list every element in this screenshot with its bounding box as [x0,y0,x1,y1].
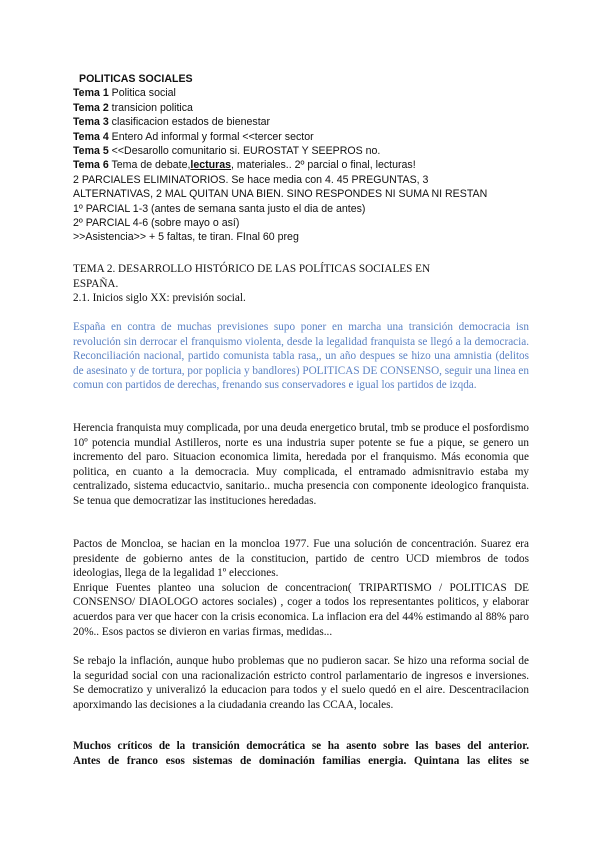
tema-text: <<Desarollo comunitario si. EUROSTAT Y SEEPROS no. [108,145,381,158]
document-title: POLITICAS SOCIALES [79,73,193,85]
tema-text: Politica social [108,87,176,100]
paragraph-moncloa-a: Pactos de Moncloa, se hacian en la moncloa 1977. Fue una solución de concentración. Suarez era presidente de gobierno antes de la constitucion, partido de centro UCD miembros de todos ideologias, llega de la legalidad 1º elecciones. [73,538,529,580]
tema-label: Tema 3 [73,116,109,129]
tema-label: Tema 4 [73,130,109,143]
paragraph-herencia: Herencia franquista muy complicada, por una deuda energetico brutal, tmb se produce el posfordismo 10º potencia mundial Astilleros, norte es una industria super potente se fue a pique, se genero un incremento del paro. Situacion economica limita, heredada por el franquismo. Más economia que politica, en cuanto a la democracia. Muy complicada, el entramado admisnitravio estaba my centralizado, sistema educactvio, sanitario.. mucha presencia con componente ideologico franquista. Se tenua que democratizar las instituciones heredadas. [73,422,529,507]
tema-text: transicion politica [108,101,193,114]
exam-note: ALTERNATIVAS, 2 MAL QUITAN UNA BIEN. SINO RESPONDES NI SUMA NI RESTAN [73,188,488,201]
tema-6-line [73,158,533,172]
final-line: Muchos críticos de la transición democrática se ha asento sobre las bases del anterior. [73,740,529,752]
paragraph-reformas: Se rebajo la inflación, aunque hubo problemas que no pudieron sacar. Se hizo una reforma social de la seguridad social con una racionalización estricto control parlamentario de ingresos e inversiones. Se democratizo y univeralizó la educacion para todos y el suelo quedó en el aire. Descentracilacion aporximando las decisiones a la ciudadania creando las CCAA, locales. [73,655,529,711]
tema-3-line [73,115,533,129]
paragraph-moncloa-b: Enrique Fuentes planteo una solucion de concentracion( TRIPARTISMO / POLITICAS DE CONSENSO/ DIAOLOGO actores sociales) , coger a todos los representantes politicos, y elaborar acuerdos para ver que hacer con la crisis economica. La inflacion era del 44% estimando al 88% paro 20%.. Esos pactos se divieron en varias firmas, medidas... [73,581,529,638]
exam-note: 1º PARCIAL 1-3 (antes de semana santa justo el dia de antes) [73,202,366,215]
tema-text: , materiales.. 2º parcial o final, lecturas! [231,159,416,172]
tema-5-line [73,144,533,158]
section-heading: TEMA 2. DESARROLLO HISTÓRICO DE LAS POLÍTICAS SOCIALES EN [73,263,431,275]
tema-label: Tema 2 [73,101,109,114]
paragraph-criticos [73,739,529,768]
lecturas-emphasis: lecturas [190,159,232,172]
tema-1-line [73,86,533,100]
final-line: Antes de franco esos sistemas de dominación familias energia. Quintana las elites se [73,754,529,767]
attendance-note: >>Asistencia>> + 5 faltas, te tiran. FInal 60 preg [73,231,299,244]
tema-label: Tema 5 [73,145,109,158]
exam-note: 2º PARCIAL 4-6 (sobre mayo o así) [73,217,240,230]
tema2-heading-block [73,262,533,306]
tema-text: Tema de debate, [108,159,191,172]
tema-4-line [73,130,533,144]
tema-text: Entero Ad informal y formal <<tercer sector [108,130,314,143]
section-heading-cont: ESPAÑA. [73,277,119,290]
paragraph-transition: España en contra de muchas previsiones supo poner en marcha una transición democracia isn revolución sin derrocar el franquismo violenta, desde la legalidad franquista se llegó a la democracia. Reconciliación nacional, partido comunista tabla rasa,, un año despues se hizo una amnistia (delitos de asesinato y de tortura, por poplicia y bandlores) POLITICAS DE CONSENSO, seguir una linea en comun con partidos de derechas, frenando sus conservadores e igual los partidos de izqda. [73,321,529,392]
tema-label: Tema 1 [73,87,109,100]
exam-note: 2 PARCIALES ELIMINATORIOS. Se hace media con 4. 45 PREGUNTAS, 3 [73,173,429,186]
tema-text: clasificacion estados de bienestar [108,116,271,129]
syllabus-header [73,72,533,245]
subsection-heading: 2.1. Inicios siglo XX: previsión social. [73,292,246,305]
paragraph-moncloa [73,537,529,639]
tema-2-line [73,101,533,115]
tema-label: Tema 6 [73,159,109,172]
